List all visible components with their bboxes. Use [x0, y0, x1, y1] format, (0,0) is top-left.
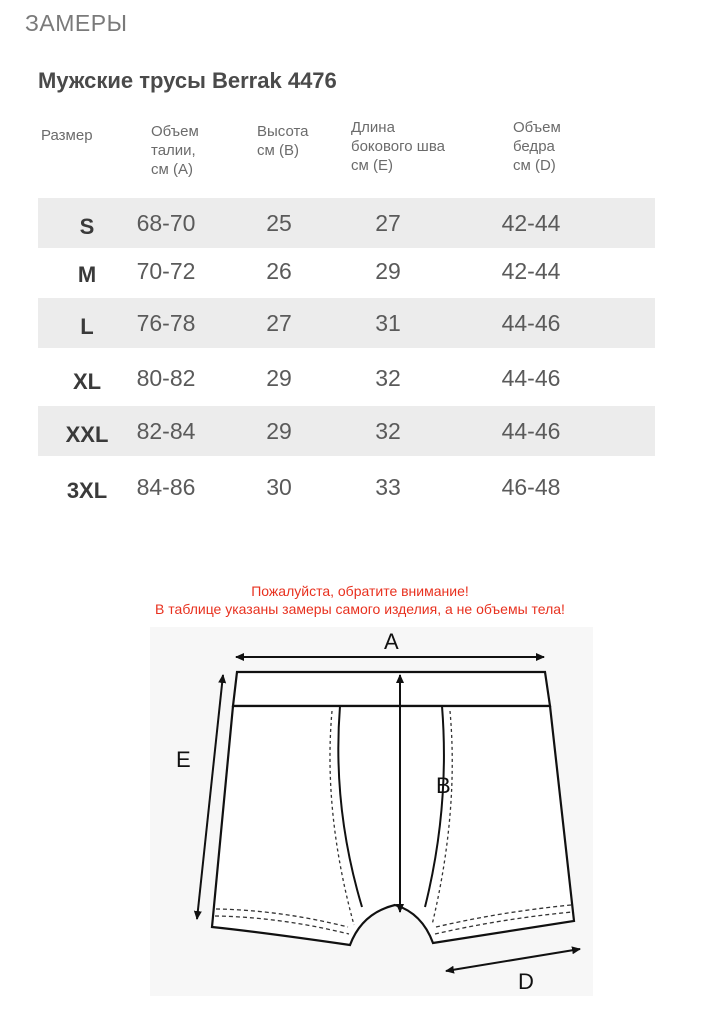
briefs-diagram-svg: [150, 627, 593, 996]
size-cell: XXL: [65, 422, 109, 447]
height-cell: 27: [266, 310, 292, 336]
hip-cell: 44-46: [501, 310, 561, 336]
header-size: Размер: [41, 127, 93, 144]
notice-line-2: В таблице указаны замеры самого изделия, а не объемы тела!: [155, 601, 565, 617]
height-cell: 25: [266, 210, 292, 236]
waistband-outline: [233, 672, 550, 706]
waist-cell: 76-78: [136, 310, 196, 336]
side-seam-cell: 29: [375, 258, 401, 284]
height-cell: 29: [266, 365, 292, 391]
label-d: D: [518, 969, 534, 994]
side-seam-cell: 31: [375, 310, 401, 336]
header-waist: Объем талии, см (A): [151, 123, 199, 178]
table-row: [38, 298, 655, 348]
arrow-d: [446, 949, 580, 971]
section-title: ЗАМЕРЫ: [25, 10, 128, 36]
briefs-body-outline: [212, 706, 574, 945]
header-height: Высота см (B): [257, 123, 309, 159]
waist-cell: 82-84: [136, 418, 196, 444]
hip-cell: 42-44: [501, 258, 561, 284]
label-e: E: [176, 747, 191, 772]
hip-cell: 44-46: [501, 418, 561, 444]
side-seam-cell: 27: [375, 210, 401, 236]
waist-cell: 68-70: [136, 210, 196, 236]
label-b: B: [436, 773, 451, 798]
table-row: [38, 462, 655, 512]
hip-cell: 44-46: [501, 365, 561, 391]
hip-cell: 42-44: [501, 210, 561, 236]
table-row: [38, 406, 655, 456]
size-cell: L: [80, 314, 94, 339]
header-hip: Объем бедра см (D): [513, 119, 561, 174]
size-cell: M: [77, 262, 97, 287]
waist-cell: 70-72: [136, 258, 196, 284]
hip-cell: 46-48: [501, 474, 561, 500]
height-cell: 30: [266, 474, 292, 500]
size-cell: XL: [72, 369, 102, 394]
table-row: [38, 353, 655, 403]
label-a: A: [384, 629, 399, 654]
side-seam-cell: 32: [375, 365, 401, 391]
table-row: [38, 246, 655, 296]
header-side-seam: Длина бокового шва см (E): [351, 119, 445, 174]
size-cell: S: [79, 214, 95, 239]
product-title: Мужские трусы Berrak 4476: [38, 68, 337, 93]
waist-cell: 80-82: [136, 365, 196, 391]
table-row: [38, 198, 655, 248]
height-cell: 26: [266, 258, 292, 284]
side-seam-cell: 32: [375, 418, 401, 444]
side-seam-cell: 33: [375, 474, 401, 500]
height-cell: 29: [266, 418, 292, 444]
size-cell: 3XL: [66, 478, 108, 503]
waist-cell: 84-86: [136, 474, 196, 500]
notice-line-1: Пожалуйста, обратите внимание!: [251, 583, 469, 599]
measurement-diagram: [150, 627, 593, 996]
